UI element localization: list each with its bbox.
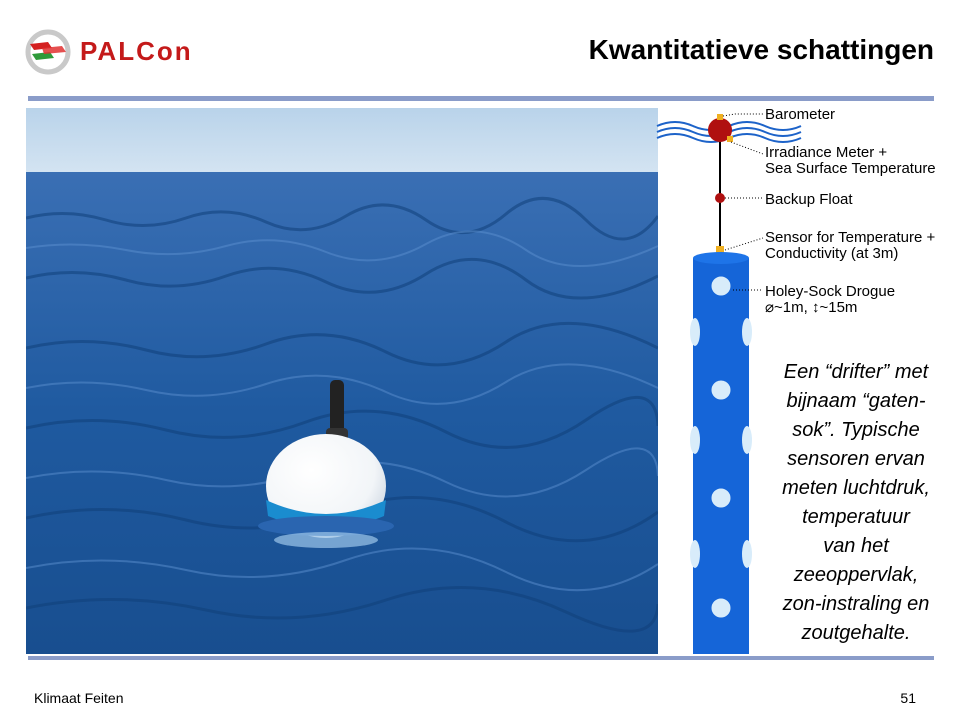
caption-line: Een “drifter” met [783,361,929,383]
bottom-divider [28,656,934,660]
drogue-label-line2: ⌀~1m, ↕~15m [765,299,858,316]
page-title: Kwantitatieve schattingen [588,34,934,65]
irradiance-label-line2: Sea Surface Temperature [765,160,936,177]
sensor-label-line2: Conductivity (at 3m) [765,245,899,262]
caption-line: sensoren ervan [787,448,925,470]
irradiance-label-line1: Irradiance Meter + [765,144,888,161]
caption-line: zeeoppervlak, [793,564,919,586]
footer-title: Klimaat Feiten [34,690,124,706]
caption-line: temperatuur [802,506,910,528]
caption-line: bijnaam “gaten- [786,390,926,412]
palcon-logo [22,24,212,78]
caption-line: van het [823,535,889,557]
barometer-label: Barometer [765,106,836,123]
page-number: 51 [900,690,916,706]
drogue-label-line1: Holey-Sock Drogue [765,283,896,300]
backup-float-label: Backup Float [765,191,853,208]
sensor-label-line1: Sensor for Temperature + [765,229,936,246]
caption-line: sok”. Typische [792,419,920,441]
caption-line: meten luchtdruk, [782,477,930,499]
drifter-caption [764,358,948,648]
caption-line: zon-instraling en [782,593,930,615]
caption-line: zoutgehalte. [801,622,911,644]
buoy-photo [26,108,658,654]
logo-text: PALCon [80,36,193,66]
